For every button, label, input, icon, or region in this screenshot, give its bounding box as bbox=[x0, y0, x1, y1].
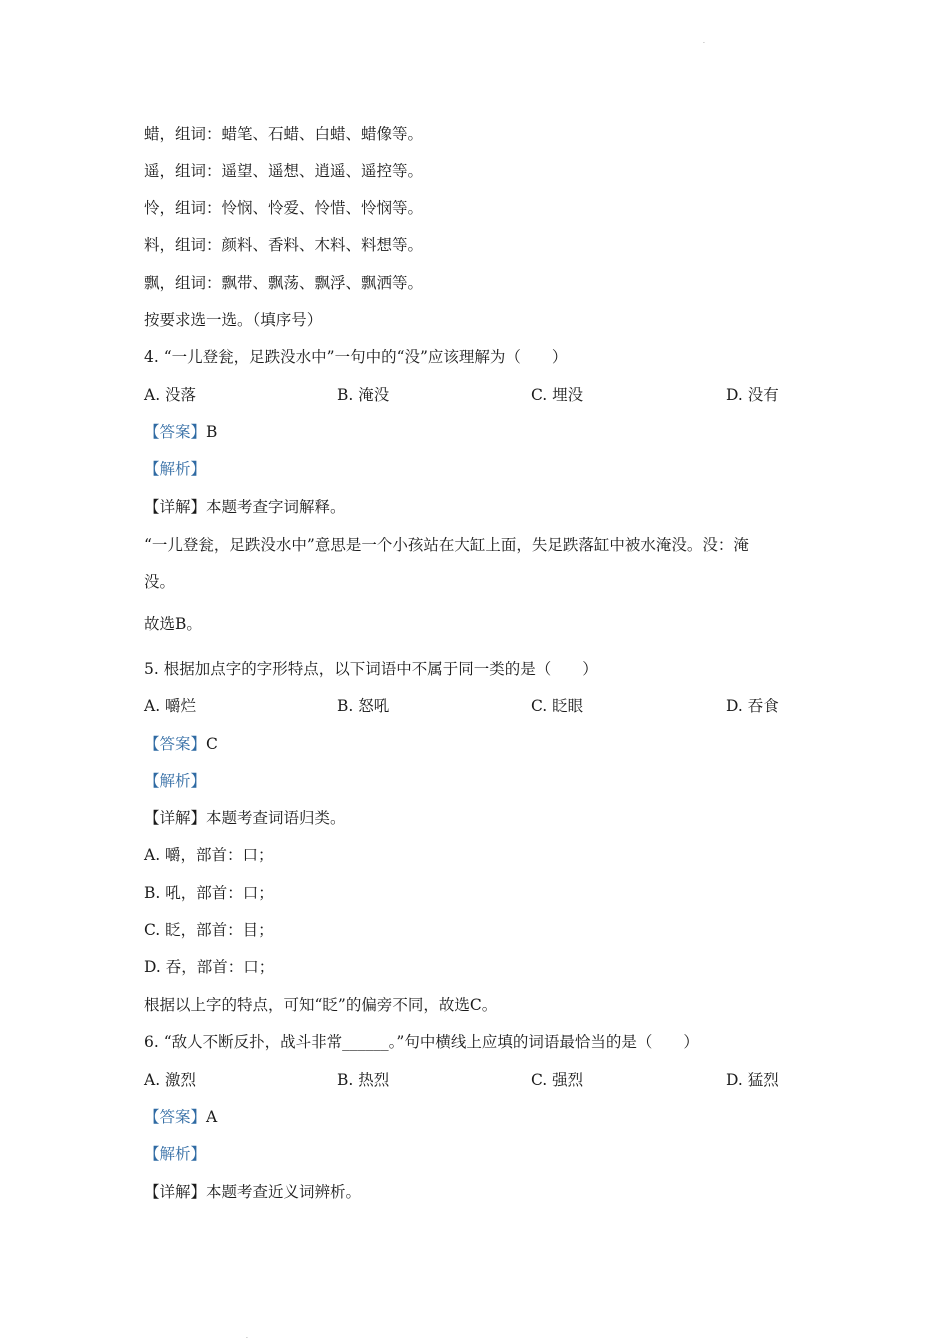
answer-tag: 【答案】 bbox=[144, 423, 207, 441]
q4-analysis-tag: 【解析】 bbox=[144, 460, 207, 478]
q4-explain-line-1: “一儿登瓮，足跌没水中”意思是一个小孩站在大缸上面，失足跌落缸中被水淹没。没：淹 bbox=[144, 536, 749, 554]
q6-option-d: D. 猛烈 bbox=[726, 1071, 779, 1089]
q4-option-b: B. 淹没 bbox=[337, 386, 390, 404]
q4-explain-line-2: 没。 bbox=[144, 573, 176, 591]
q5-item-d: D. 吞，部首：口； bbox=[144, 958, 275, 976]
q4-option-d: D. 没有 bbox=[726, 386, 779, 404]
answer-tag: 【答案】 bbox=[144, 735, 207, 753]
q6-analysis-tag: 【解析】 bbox=[144, 1145, 207, 1163]
question-4: 4. “一儿登瓮，足跌没水中”一句中的“没”应该理解为（ ） bbox=[144, 348, 568, 366]
q5-detail-text: 本题考查词语归类。 bbox=[206, 809, 346, 827]
q6-detail-text: 本题考查近义词辨析。 bbox=[206, 1183, 362, 1201]
detail-tag: 【详解】 bbox=[144, 809, 207, 827]
q4-detail-text: 本题考查字词解释。 bbox=[206, 498, 346, 516]
q5-analysis-tag: 【解析】 bbox=[144, 772, 207, 790]
q6-answer bbox=[144, 1107, 217, 1127]
answer-tag: 【答案】 bbox=[144, 1108, 207, 1126]
q5-option-c: C. 眨眼 bbox=[531, 697, 584, 715]
word-group-line: 料，组词：颜料、香料、木料、料想等。 bbox=[144, 236, 424, 254]
q5-option-d: D. 吞食 bbox=[726, 697, 779, 715]
detail-tag: 【详解】 bbox=[144, 1183, 207, 1201]
detail-tag: 【详解】 bbox=[144, 498, 207, 516]
word-group-line: 蜡，组词：蜡笔、石蜡、白蜡、蜡像等。 bbox=[144, 125, 424, 143]
q5-option-b: B. 怒吼 bbox=[337, 697, 390, 715]
q4-conclusion: 故选B。 bbox=[144, 615, 202, 633]
page-mark-bottom: · bbox=[246, 1335, 248, 1342]
q5-item-c: C. 眨，部首：目； bbox=[144, 921, 274, 939]
q5-option-a: A. 嚼烂 bbox=[144, 697, 197, 715]
q6-option-b: B. 热烈 bbox=[337, 1071, 390, 1089]
section-instruction: 按要求选一选。（填序号） bbox=[144, 311, 323, 329]
question-6: 6. “敌人不断反扑，战斗非常______。”句中横线上应填的词语最恰当的是（ ） bbox=[144, 1033, 699, 1051]
q5-answer-value: C bbox=[206, 735, 218, 753]
q4-answer-value: B bbox=[206, 423, 218, 441]
q5-conclusion: 根据以上字的特点，可知“眨”的偏旁不同，故选C。 bbox=[144, 996, 498, 1014]
q5-item-b: B. 吼，部首：口； bbox=[144, 884, 274, 902]
q5-answer bbox=[144, 734, 218, 754]
q6-option-c: C. 强烈 bbox=[531, 1071, 584, 1089]
q5-item-a: A. 嚼，部首：口； bbox=[144, 846, 274, 864]
q4-detail bbox=[144, 497, 346, 517]
q4-option-c: C. 埋没 bbox=[531, 386, 584, 404]
word-group-line: 怜，组词：怜悯、怜爱、怜惜、怜悯等。 bbox=[144, 199, 424, 217]
q6-detail bbox=[144, 1182, 361, 1202]
q4-option-a: A. 没落 bbox=[144, 386, 197, 404]
question-5: 5. 根据加点字的字形特点，以下词语中不属于同一类的是（ ） bbox=[144, 660, 598, 678]
word-group-line: 遥，组词：遥望、遥想、逍遥、遥控等。 bbox=[144, 162, 424, 180]
page-mark-top: · bbox=[703, 40, 705, 47]
word-group-line: 飘，组词：飘带、飘荡、飘浮、飘洒等。 bbox=[144, 274, 424, 292]
q6-answer-value: A bbox=[206, 1108, 218, 1126]
q5-detail bbox=[144, 808, 346, 828]
q4-answer bbox=[144, 422, 217, 442]
q6-option-a: A. 激烈 bbox=[144, 1071, 197, 1089]
